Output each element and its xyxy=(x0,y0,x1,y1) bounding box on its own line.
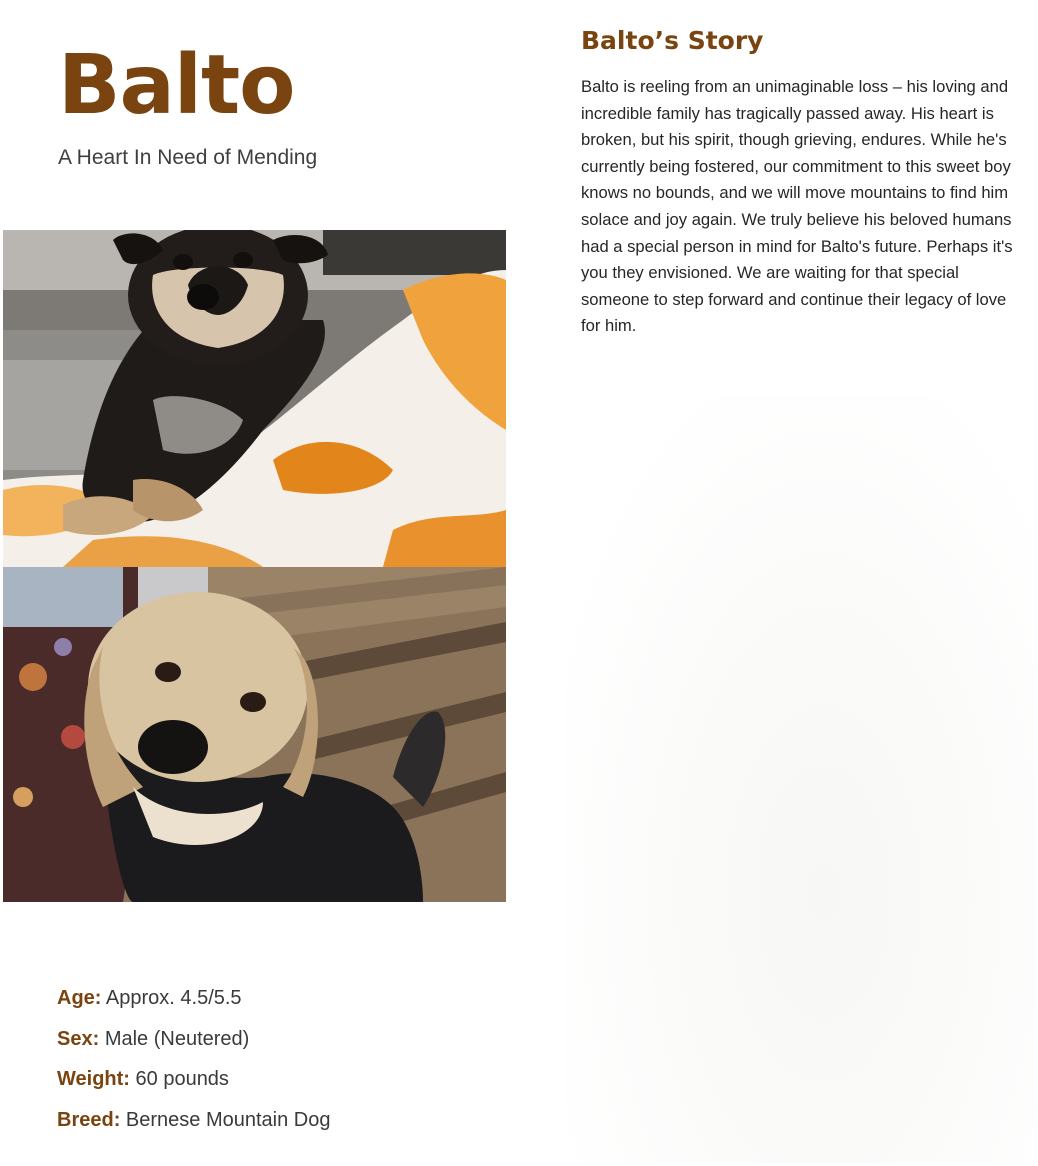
fact-weight xyxy=(57,1066,331,1107)
fact-breed-value: Bernese Mountain Dog xyxy=(125,1108,331,1131)
photo-balto-on-deck xyxy=(3,567,506,902)
fact-breed xyxy=(57,1107,331,1148)
page-title: Balto xyxy=(58,38,295,133)
fact-sex xyxy=(57,1026,331,1067)
fact-breed-label: Breed: xyxy=(57,1108,121,1131)
photo-balto-puppy-on-blanket xyxy=(3,230,506,567)
fact-weight-value: 60 pounds xyxy=(135,1068,229,1090)
blank-content-area xyxy=(565,395,1035,1163)
story-heading: Balto’s Story xyxy=(581,26,764,55)
page-subtitle: A Heart In Need of Mending xyxy=(58,146,318,169)
fact-age xyxy=(57,985,331,1026)
story-body: Balto is reeling from an unimaginable loss – his loving and incredible family has tragically passed away. His heart is broken, but his spirit, though grieving, endures. While he's currently being fostered, our commitment to this sweet boy knows no bounds, and we will move mountains to find him solace and joy again. We truly believe his beloved humans had a special person in mind for Balto's future. Perhaps it's you they envisioned. We are waiting for that special someone to step forward and continue their legacy of love for him. xyxy=(581,77,1013,336)
fact-age-label: Age: xyxy=(57,987,102,1009)
fact-sex-label: Sex: xyxy=(57,1027,100,1050)
puppy-photo-illustration xyxy=(3,230,506,567)
fact-weight-label: Weight: xyxy=(57,1068,130,1090)
pet-facts-list xyxy=(57,985,331,1147)
fact-sex-value: Male (Neutered) xyxy=(104,1027,250,1050)
fact-age-value: Approx. 4.5/5.5 xyxy=(105,987,242,1009)
deck-photo-illustration xyxy=(3,567,506,902)
